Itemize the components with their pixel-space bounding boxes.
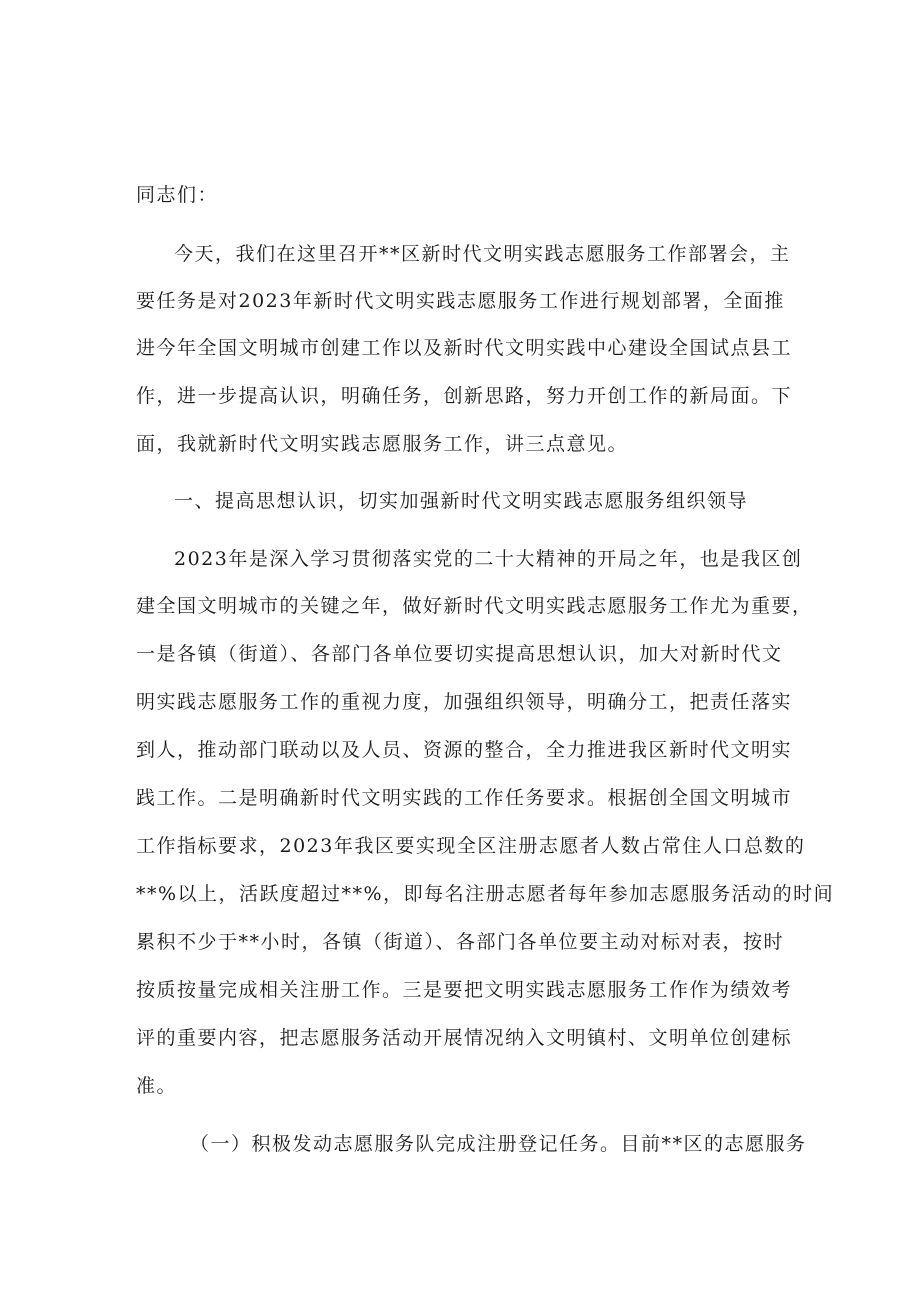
paragraph-line: 明实践志愿服务工作的重视力度，加强组织领导，明确分工，把责任落实 xyxy=(136,691,793,713)
paragraph-line: 按质按量完成相关注册工作。三是要把文明实践志愿服务工作作为绩效考 xyxy=(136,979,793,1001)
salutation: 同志们： xyxy=(136,184,219,206)
paragraph-line: 一是各镇（街道）、各部门各单位要切实提高思想认识，加大对新时代文 xyxy=(136,643,783,665)
section-heading: 一、提高思想认识，切实加强新时代文明实践志愿服务组织领导 xyxy=(174,490,749,512)
paragraph-line: 评的重要内容，把志愿服务活动开展情况纳入文明镇村、文明单位创建标 xyxy=(136,1027,793,1049)
paragraph-line: 面，我就新时代文明实践志愿服务工作，讲三点意见。 xyxy=(136,433,629,455)
paragraph-line: 作，进一步提高认识，明确任务，创新思路，努力开创工作的新局面。下 xyxy=(136,385,793,407)
paragraph-line: 累积不少于**小时，各镇（街道）、各部门各单位要主动对标对表，按时 xyxy=(136,931,785,953)
paragraph-line: 今天，我们在这里召开**区新时代文明实践志愿服务工作部署会，主 xyxy=(174,243,791,265)
paragraph-line: 要任务是对2023年新时代文明实践志愿服务工作进行规划部署，全面推 xyxy=(136,290,785,312)
paragraph-line: 进今年全国文明城市创建工作以及新时代文明实践中心建设全国试点县工 xyxy=(136,337,793,359)
paragraph-line: 践工作。二是明确新时代文明实践的工作任务要求。根据创全国文明城市 xyxy=(136,787,793,809)
paragraph-line: 工作指标要求，2023年我区要实现全区注册志愿者人数占常住人口总数的 xyxy=(136,835,806,857)
paragraph-line: **%以上，活跃度超过**%，即每名注册志愿者每年参加志愿服务活动的时间 xyxy=(136,883,835,905)
subsection-heading: （一）积极发动志愿服务队完成注册登记任务。目前**区的志愿服务 xyxy=(190,1133,807,1155)
paragraph-line: 建全国文明城市的关键之年，做好新时代文明实践志愿服务工作尤为重要， xyxy=(136,595,813,617)
paragraph-line: 到人，推动部门联动以及人员、资源的整合，全力推进我区新时代文明实 xyxy=(136,739,793,761)
paragraph-line: 准。 xyxy=(136,1075,178,1097)
paragraph-line: 2023年是深入学习贯彻落实党的二十大精神的开局之年，也是我区创 xyxy=(174,548,803,570)
